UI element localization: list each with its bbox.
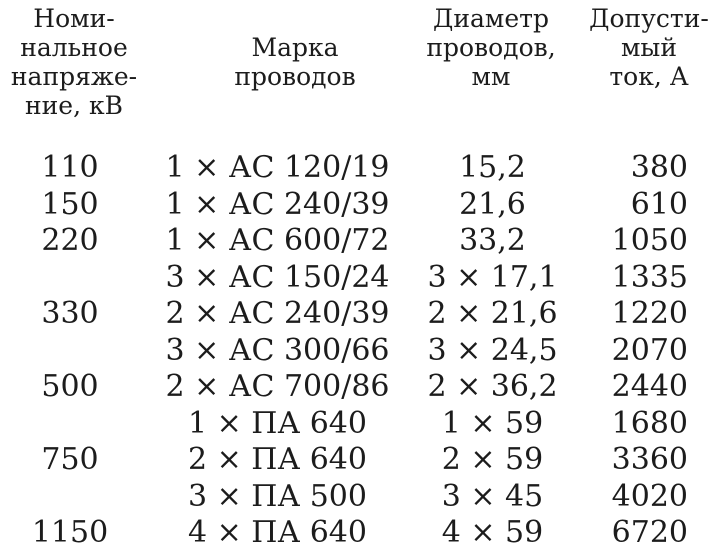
header-diameter: Диаметр проводов, мм xyxy=(426,4,556,91)
table-body xyxy=(0,150,720,552)
header-wire-type: Марка проводов xyxy=(234,33,356,91)
cell-wire: 4 × ПА 640 xyxy=(188,515,367,550)
cell-diameter: 2 × 59 xyxy=(441,442,544,477)
cell-diameter: 15,2 xyxy=(459,150,526,185)
cell-wire: 3 × ПА 500 xyxy=(188,478,367,514)
table-row xyxy=(0,296,720,333)
cell-current: 610 xyxy=(630,186,688,222)
cell-diameter: 3 × 17,1 xyxy=(427,259,558,295)
table-row xyxy=(0,406,720,443)
cell-current: 2440 xyxy=(611,369,688,404)
table-row xyxy=(0,515,720,552)
cell-current: 2070 xyxy=(611,332,688,368)
cell-wire: 2 × АС 700/86 xyxy=(165,369,390,404)
cell-current: 3360 xyxy=(611,442,688,477)
cell-wire: 1 × ПА 640 xyxy=(188,405,367,441)
cell-diameter: 4 × 59 xyxy=(441,515,544,550)
table-row xyxy=(0,260,720,297)
table-row xyxy=(0,223,720,260)
cell-voltage: 500 xyxy=(41,369,99,404)
table-row xyxy=(0,479,720,516)
cell-wire: 1 × АС 600/72 xyxy=(165,223,390,258)
table-row xyxy=(0,333,720,370)
cell-current: 380 xyxy=(630,150,688,185)
cell-current: 1220 xyxy=(611,296,688,331)
cell-current: 4020 xyxy=(611,478,688,514)
cell-wire: 2 × АС 240/39 xyxy=(165,296,390,331)
cell-wire: 3 × АС 150/24 xyxy=(165,259,390,295)
header-current: Допусти- мый ток, А xyxy=(589,4,709,91)
cell-current: 1050 xyxy=(611,223,688,258)
header-voltage: Номи- нальное напряже- ние, кВ xyxy=(10,4,138,120)
cell-diameter: 3 × 24,5 xyxy=(427,332,558,368)
cell-voltage: 330 xyxy=(41,296,99,331)
cell-current: 1680 xyxy=(611,405,688,441)
cell-diameter: 21,6 xyxy=(459,186,526,222)
cell-voltage: 1150 xyxy=(31,515,109,550)
cell-wire: 2 × ПА 640 xyxy=(188,442,367,477)
cell-voltage: 220 xyxy=(41,223,99,258)
cell-diameter: 33,2 xyxy=(459,223,526,258)
cell-diameter: 2 × 21,6 xyxy=(427,296,558,331)
cell-diameter: 2 × 36,2 xyxy=(427,369,558,404)
table-row xyxy=(0,369,720,406)
cell-voltage: 110 xyxy=(41,150,99,185)
cell-voltage: 150 xyxy=(41,186,99,222)
table-row xyxy=(0,187,720,224)
table-row xyxy=(0,150,720,187)
cell-wire: 1 × АС 120/19 xyxy=(165,150,390,185)
cell-current: 6720 xyxy=(611,515,688,550)
cell-diameter: 1 × 59 xyxy=(441,405,544,441)
cell-wire: 1 × АС 240/39 xyxy=(165,186,390,222)
cell-current: 1335 xyxy=(611,259,688,295)
cell-wire: 3 × АС 300/66 xyxy=(165,332,390,368)
cell-diameter: 3 × 45 xyxy=(441,478,544,514)
table-row xyxy=(0,442,720,479)
cell-voltage: 750 xyxy=(41,442,99,477)
